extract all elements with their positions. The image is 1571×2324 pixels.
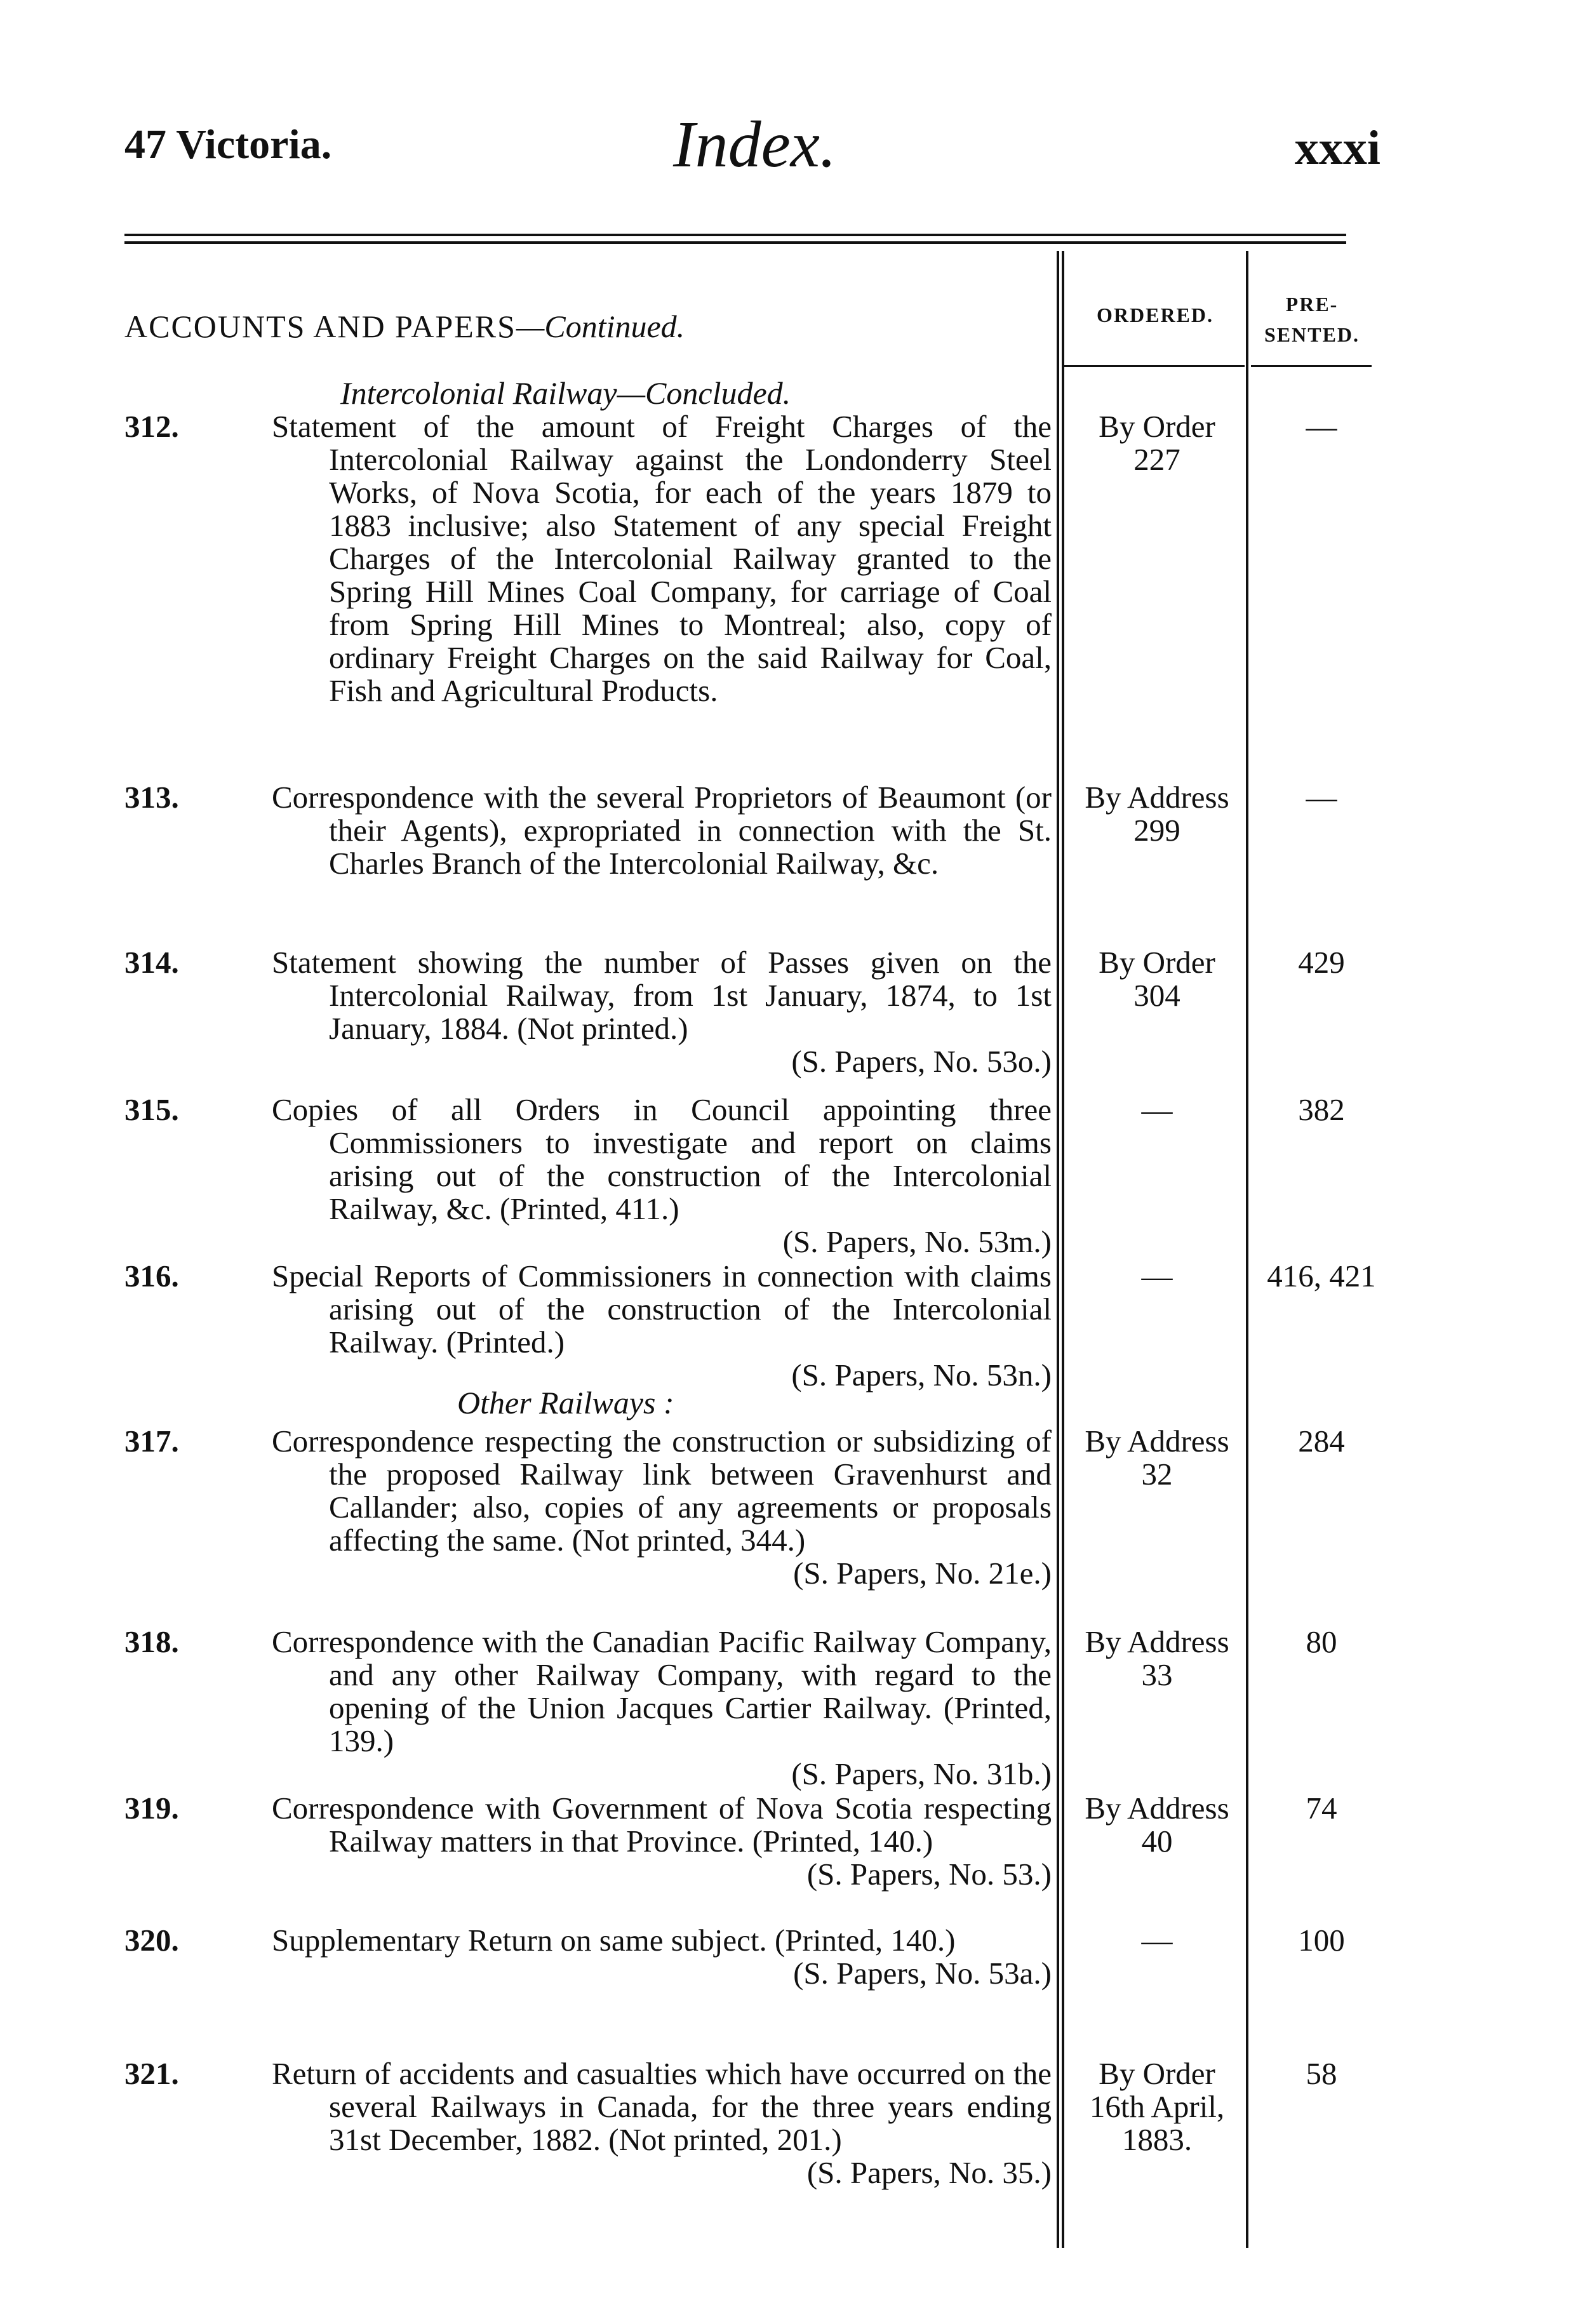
entry-319-presented: 74: [1306, 1791, 1337, 1826]
entry-313-presented: —: [1306, 780, 1337, 815]
entry-number: 319.: [124, 1791, 179, 1826]
entry-316-ordered: —: [1141, 1259, 1173, 1293]
entry-reference: (S. Papers, No. 31b.): [791, 1756, 1052, 1791]
entry-number: 321.: [124, 2056, 179, 2091]
running-head-title: Index.: [673, 108, 836, 181]
entry-320-presented: 100: [1298, 1923, 1345, 1958]
entry-description: [272, 1260, 1052, 1392]
running-head-session: 47 Victoria.: [124, 121, 332, 168]
entry-reference: (S. Papers, No. 53m.): [782, 1224, 1052, 1259]
entry-321-presented: 58: [1306, 2056, 1337, 2091]
entry-number: 312.: [124, 409, 179, 444]
ordered-line1: By Order: [1099, 409, 1215, 444]
entry-321: [124, 2057, 1052, 2189]
entry-reference: (S. Papers, No. 21e.): [793, 1556, 1052, 1591]
entry-reference: (S. Papers, No. 35.): [806, 2155, 1052, 2190]
entry-reference: (S. Papers, No. 53.): [806, 1857, 1052, 1892]
entry-text: Special Reports of Commissioners in connection with claims arising out of the construction of the Intercolonial Railway. (Printed.): [272, 1259, 1052, 1359]
entry-description: [272, 2057, 1052, 2189]
ordered-line1: By Order: [1099, 2056, 1215, 2091]
entry-314-presented: 429: [1298, 945, 1345, 980]
entry-316: [124, 1260, 1052, 1392]
entry-description: [272, 1093, 1052, 1259]
subheading-other-railways: Other Railways :: [457, 1385, 674, 1420]
entry-number: 314.: [124, 945, 179, 980]
entry-321-ordered: [1062, 2057, 1252, 2156]
entry-text: Correspondence with the several Proprietors of Beaumont (or their Agents), expropriated in connection with the St. Charles Branch of the Intercolonial Railway, &c.: [272, 780, 1052, 881]
entry-320-ordered: —: [1141, 1923, 1173, 1958]
ordered-line1: By Address: [1085, 780, 1229, 815]
entry-reference: (S. Papers, No. 53o.): [791, 1044, 1052, 1079]
section-title-text: ACCOUNTS AND PAPERS: [124, 309, 516, 344]
entry-318-ordered: [1062, 1626, 1252, 1692]
column-head-ordered: ORDERED.: [1096, 304, 1213, 326]
ordered-line3: 1883.: [1121, 2122, 1193, 2157]
header-rule-bottom: [124, 241, 1346, 244]
entry-text: Statement of the amount of Freight Charges of the Intercolonial Railway against the Londonderry Steel Works, of Nova Scotia, for each of the years 1879 to 1883 inclusive; also Statement of any special Freight Charges of the Intercolonial Railway granted to the Spring Hill Mines Coal Company, for carriage of Coal from Spring Hill Mines to Montreal; also, copy of ordinary Freight Charges on the said Railway for Coal, Fish and Agricultural Products.: [272, 409, 1052, 708]
ordered-line2: 40: [1141, 1824, 1173, 1859]
entry-320: [124, 1924, 1052, 1990]
ordered-line1: By Order: [1099, 945, 1215, 980]
entry-315-ordered: —: [1141, 1092, 1173, 1127]
entry-319-ordered: [1062, 1792, 1252, 1858]
entry-319: [124, 1792, 1052, 1891]
entry-314-ordered: [1062, 946, 1252, 1012]
entry-description: [272, 1792, 1052, 1891]
entry-text: Statement showing the number of Passes given on the Intercolonial Railway, from 1st January, 1874, to 1st January, 1884. (Not printed.): [272, 945, 1052, 1046]
entry-description: [272, 781, 1052, 880]
entry-315: [124, 1093, 1052, 1259]
entry-315-presented: 382: [1298, 1092, 1345, 1127]
entry-reference: (S. Papers, No. 53a.): [793, 1956, 1052, 1991]
entry-description: [272, 1425, 1052, 1590]
entry-312-ordered: [1062, 410, 1252, 476]
entry-317-presented: 284: [1298, 1424, 1345, 1459]
entry-317-ordered: [1062, 1425, 1252, 1491]
ordered-line2: 16th April,: [1089, 2089, 1225, 2124]
ordered-line2: 33: [1141, 1657, 1173, 1692]
entry-text: Copies of all Orders in Council appointing three Commissioners to investigate and report on claims arising out of the construction of the Intercolonial Railway, &c. (Printed, 411.): [272, 1092, 1052, 1226]
entry-number: 317.: [124, 1424, 179, 1459]
entry-text: Correspondence respecting the construction or subsidizing of the proposed Railway link between Gravenhurst and Callander; also, copies of any agreements or proposals affecting the same. (Not printed, 344.): [272, 1424, 1052, 1558]
ordered-line2: 227: [1133, 442, 1180, 477]
entry-313: [124, 781, 1052, 880]
page-number: xxxi: [1294, 121, 1380, 175]
entry-316-presented: 416, 421: [1267, 1259, 1376, 1293]
column-head-presented-line2: SENTED.: [1264, 323, 1360, 346]
entry-318-presented: 80: [1306, 1624, 1337, 1659]
entry-number: 318.: [124, 1624, 179, 1659]
entry-312-presented: —: [1306, 409, 1337, 444]
entry-number: 320.: [124, 1923, 179, 1958]
column-head-presented-line1: PRE-: [1285, 293, 1339, 316]
column-head-rule-presented: [1251, 365, 1372, 367]
entry-text: Supplementary Return on same subject. (Printed, 140.): [272, 1923, 956, 1958]
ordered-line1: By Address: [1085, 1791, 1229, 1826]
entry-number: 313.: [124, 780, 179, 815]
entry-317: [124, 1425, 1052, 1590]
entry-text: Return of accidents and casualties which have occurred on the several Railways in Canada, for the three years ending 31st December, 1882. (Not printed, 201.): [272, 2056, 1052, 2157]
subheading-intercolonial: Intercolonial Railway—Concluded.: [340, 375, 791, 411]
column-head-rule-ordered: [1064, 365, 1245, 367]
entry-313-ordered: [1062, 781, 1252, 847]
column-head-presented: [1248, 289, 1375, 350]
entry-312: [124, 410, 1052, 707]
section-title: [124, 308, 685, 345]
entry-description: [272, 1924, 1052, 1990]
entry-number: 315.: [124, 1092, 179, 1127]
column-divider-1: [1057, 251, 1059, 2248]
entry-number: 316.: [124, 1259, 179, 1293]
ordered-line2: 32: [1141, 1457, 1173, 1492]
entry-description: [272, 1626, 1052, 1791]
entry-314: [124, 946, 1052, 1078]
entry-text: Correspondence with the Canadian Pacific Railway Company, and any other Railway Company, with regard to the opening of the Union Jacques Cartier Railway. (Printed, 139.): [272, 1624, 1052, 1758]
entry-318: [124, 1626, 1052, 1791]
entry-description: [272, 946, 1052, 1078]
entry-description: [272, 410, 1052, 707]
entry-text: Correspondence with Government of Nova Scotia respecting Railway matters in that Province. (Printed, 140.): [272, 1791, 1052, 1859]
section-title-continued: —Continued.: [516, 309, 685, 344]
ordered-line1: By Address: [1085, 1424, 1229, 1459]
ordered-line1: By Address: [1085, 1624, 1229, 1659]
header-rule-top: [124, 234, 1346, 236]
ordered-line2: 299: [1133, 813, 1180, 848]
entry-reference: (S. Papers, No. 53n.): [791, 1358, 1052, 1392]
ordered-line2: 304: [1133, 978, 1180, 1013]
